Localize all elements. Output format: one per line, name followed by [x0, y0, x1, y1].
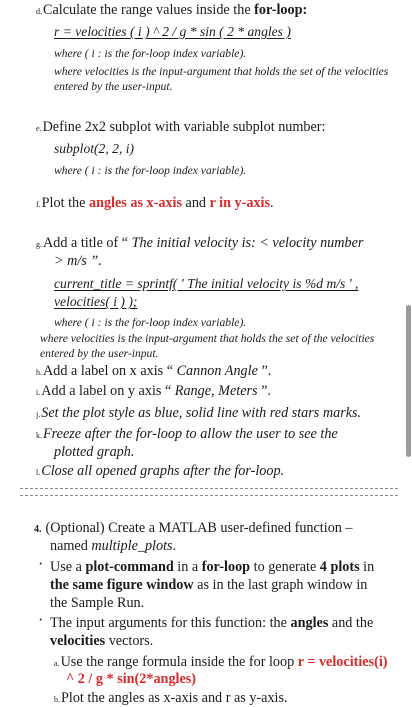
item-g-heading-cont: > m/s ”. [54, 253, 102, 269]
bullet-1-line3: the Sample Run. [50, 595, 145, 611]
item-k-cont: plotted graph. [54, 444, 135, 460]
item-i: i.Add a label on y axis “ Range, Meters ”. [36, 383, 271, 399]
item-l: l.Close all opened graphs after the for-loop. [36, 463, 285, 479]
item-l-label: l. [36, 468, 41, 477]
section-divider-1 [20, 488, 398, 489]
sprintf-code-line1: current_title = sprintf( ' The initial velocity is %d m/s ' , [54, 276, 359, 291]
sub-item-a-line2: ^ 2 / g * sin(2*angles) [66, 671, 197, 687]
item-h-label: h. [36, 368, 42, 377]
sub-item-b: b.Plot the angles as x-axis and r as y-axis. [54, 690, 288, 706]
item-h: h.Add a label on x axis “ Cannon Angle ”. [36, 363, 272, 379]
item-e-note: where ( i : is the for-loop index variable). [54, 164, 247, 177]
bullet-dot-1: · [38, 556, 44, 573]
angles-x-axis-highlight: angles as x-axis [88, 195, 182, 211]
item-d-note-velocities: where velocities is the input-argument that holds the set of the velocities entered by the user-input. [54, 65, 389, 93]
item-i-label: i. [36, 388, 41, 397]
sprintf-code-line2: velocities( i ) ); [54, 294, 138, 309]
item-g-note-velocities: where velocities is the input-argument that holds the set of the velocities entered by the user-input. [40, 332, 375, 360]
subplot-code: subplot(2, 2, i) [54, 141, 135, 156]
bullet-2-line1: The input arguments for this function: the angles and the [50, 615, 374, 631]
item-g-label: g. [36, 240, 42, 249]
bullet-1-line2: the same figure window as in the last graph window in [50, 577, 368, 593]
item-e-heading: e.Define 2x2 subplot with variable subplot number: [36, 119, 326, 135]
function-name: multiple_plots [91, 538, 173, 554]
range-formula-highlight: r = velocities(i) [297, 654, 388, 670]
question-4-heading-cont: named multiple_plots. [50, 538, 177, 554]
item-g-note-index: where ( i : is the for-loop index variable). [54, 316, 247, 329]
section-divider-2 [20, 495, 398, 496]
bullet-1-line1: Use a plot-command in a for-loop to generate 4 plots in [50, 559, 375, 575]
item-j: j.Set the plot style as blue, solid line with red stars marks. [36, 405, 362, 421]
item-d-note-index: where ( i : is the for-loop index variable). [54, 47, 247, 60]
item-d-heading: d.Calculate the range values inside the for-loop: [36, 2, 308, 18]
item-d-label: d. [36, 7, 42, 16]
item-g-heading: g.Add a title of “ The initial velocity is: < velocity number [36, 235, 364, 251]
for-loop-keyword: for-loop [254, 2, 303, 18]
range-formula-code: r = velocities ( i ) ^ 2 / g * sin ( 2 * angles ) [54, 24, 291, 39]
sub-item-a-label: a. [54, 659, 60, 668]
sub-item-b-label: b. [54, 695, 60, 704]
bullet-2-line2: velocities vectors. [50, 633, 154, 649]
item-k-label: k. [36, 431, 42, 440]
item-e-label: e. [36, 124, 42, 133]
scrollbar-thumb[interactable] [406, 305, 411, 457]
sub-item-a-line1: a.Use the range formula inside the for loop r = velocities(i) [54, 654, 388, 670]
question-4-heading: 4. (Optional) Create a MATLAB user-defined function – [34, 520, 353, 536]
item-f-label: f. [36, 200, 41, 209]
r-y-axis-highlight: r in y-axis [209, 195, 271, 211]
item-f-heading: f.Plot the angles as x-axis and r in y-axis. [36, 195, 274, 211]
bullet-dot-2: · [38, 612, 44, 629]
item-j-label: j. [36, 410, 41, 419]
question-4-number: 4. [34, 524, 42, 535]
item-k: k.Freeze after the for-loop to allow the user to see the [36, 426, 338, 442]
